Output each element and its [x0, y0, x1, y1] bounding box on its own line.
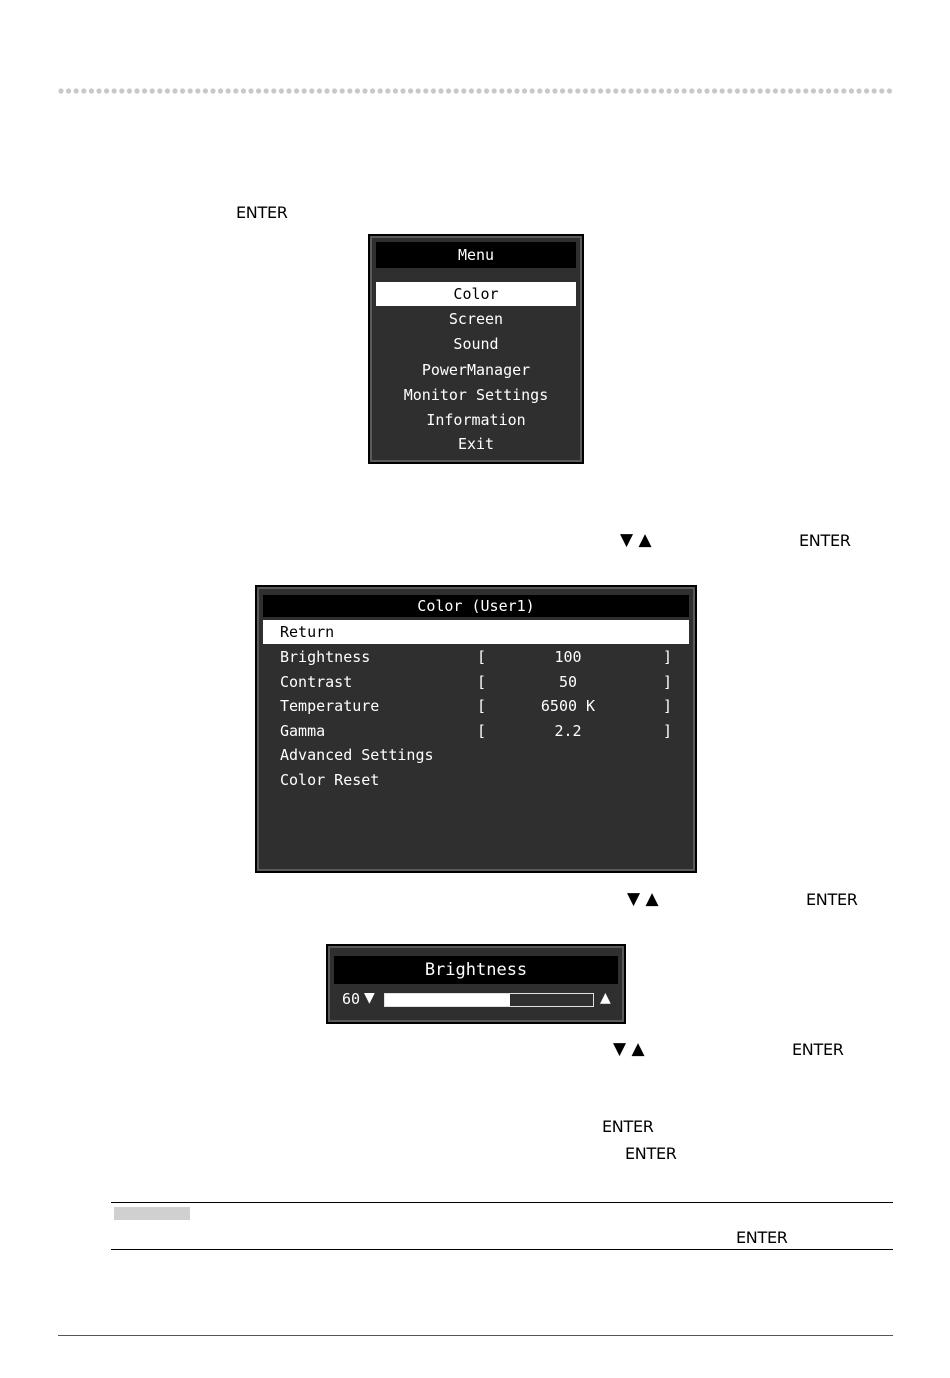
bracket-left: [ — [477, 722, 487, 740]
enter-key-label: ENTER — [236, 203, 288, 222]
row-value: 50 — [558, 673, 578, 691]
bracket-right: ] — [663, 648, 673, 666]
bracket-left: [ — [477, 648, 487, 666]
header-dotted-rule — [58, 87, 894, 95]
bracket-left: [ — [477, 697, 487, 715]
row-label: Return — [280, 623, 335, 641]
brightness-slider-fill — [385, 994, 510, 1006]
color-row-temperature[interactable] — [263, 694, 689, 718]
note-bottom-rule — [111, 1249, 893, 1250]
menu-item-screen[interactable]: Screen — [448, 310, 504, 328]
color-row-brightness[interactable] — [263, 645, 689, 669]
menu-item-exit[interactable]: Exit — [457, 435, 495, 453]
enter-key-label: ENTER — [792, 1040, 844, 1059]
increase-triangle-icon[interactable]: ▲ — [600, 990, 611, 1006]
bracket-right: ] — [663, 722, 673, 740]
row-value: 100 — [554, 648, 582, 666]
menu-item-sound[interactable]: Sound — [453, 335, 499, 353]
down-up-arrows-icon: ▼ ▲ — [627, 889, 659, 909]
row-label: Brightness — [280, 648, 371, 666]
color-row-color-reset[interactable] — [263, 768, 689, 792]
enter-key-label: ENTER — [806, 890, 858, 909]
enter-key-label: ENTER — [602, 1117, 654, 1136]
down-up-arrows-icon: ▼ ▲ — [620, 530, 652, 550]
row-label: Contrast — [280, 673, 353, 691]
note-top-rule — [111, 1202, 893, 1203]
menu-item-information[interactable]: Information — [426, 411, 526, 429]
row-label: Temperature — [280, 697, 380, 715]
color-row-gamma[interactable] — [263, 719, 689, 743]
brightness-slider[interactable] — [384, 993, 594, 1007]
down-up-arrows-icon: ▼ ▲ — [613, 1039, 645, 1059]
bracket-right: ] — [663, 673, 673, 691]
row-value: 6500 K — [540, 697, 596, 715]
color-row-return[interactable] — [263, 620, 689, 644]
menu-title: Menu — [376, 242, 576, 268]
enter-key-label: ENTER — [625, 1144, 677, 1163]
brightness-title: Brightness — [334, 956, 618, 984]
menu-item-monitor-settings[interactable]: Monitor Settings — [403, 386, 549, 404]
brightness-adjust-osd — [326, 944, 626, 1024]
row-value: 2.2 — [554, 722, 582, 740]
color-row-advanced-settings[interactable] — [263, 743, 689, 767]
enter-key-label: ENTER — [736, 1228, 788, 1247]
note-tag — [114, 1207, 190, 1220]
main-menu-osd — [368, 234, 584, 464]
row-label: Advanced Settings — [280, 746, 434, 764]
bracket-right: ] — [663, 697, 673, 715]
enter-key-label: ENTER — [799, 531, 851, 550]
brightness-value: 60 — [342, 990, 361, 1008]
menu-item-color[interactable]: Color — [376, 282, 576, 306]
row-label: Color Reset — [280, 771, 380, 789]
color-menu-osd — [255, 585, 697, 873]
footer-rule — [58, 1335, 893, 1336]
color-menu-title: Color (User1) — [263, 595, 689, 617]
decrease-triangle-icon[interactable]: ▼ — [364, 990, 375, 1006]
menu-item-powermanager[interactable]: PowerManager — [421, 361, 531, 379]
bracket-left: [ — [477, 673, 487, 691]
row-label: Gamma — [280, 722, 326, 740]
color-row-contrast[interactable] — [263, 670, 689, 694]
